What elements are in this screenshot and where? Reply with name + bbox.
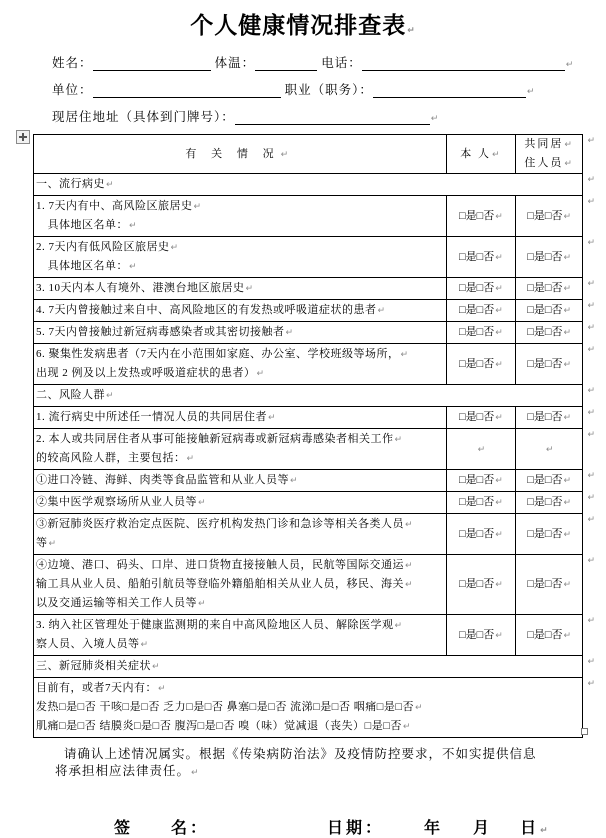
row-border-transport-workers <box>34 555 595 615</box>
section-risk-groups <box>34 385 595 407</box>
row-overseas-travel <box>34 278 595 300</box>
end-of-row-mark: ↵ <box>587 175 595 185</box>
situation-cell: 二、风险人群↵ <box>36 389 115 401</box>
cohabitant-yes-no-checkboxes[interactable]: □是□否↵ <box>515 278 582 299</box>
health-checklist-table <box>33 134 595 738</box>
end-of-row-mark: ↵ <box>587 556 595 566</box>
header-situation-cell: 有 关 情 况↵ <box>185 147 295 160</box>
cohabitant-yes-no-checkboxes[interactable]: □是□否↵ <box>515 300 582 321</box>
occupation-input[interactable] <box>373 84 526 98</box>
situation-cell: 3. 纳入社区管理处于健康监测期的来自中高风险地区人员、解除医学观↵ 察人员、入境人员等↵ <box>36 619 403 650</box>
address-input[interactable] <box>235 111 430 125</box>
month-label: 月 <box>473 820 493 837</box>
unit-input[interactable] <box>93 84 281 98</box>
self-yes-no-checkboxes[interactable]: □是□否↵ <box>446 344 516 384</box>
row-low-risk-travel <box>34 237 595 278</box>
row-community-monitoring <box>34 615 595 656</box>
signature-line <box>100 797 606 838</box>
name-label: 姓名： <box>52 56 93 70</box>
pilcrow-mark: ↵ <box>430 114 440 124</box>
cohabitant-yes-no-checkboxes[interactable]: □是□否↵ <box>515 344 582 384</box>
date-label[interactable]: 日期： <box>327 820 385 837</box>
situation-cell: ②集中医学观察场所从业人员等↵ <box>36 496 207 508</box>
table-header-row <box>34 135 595 174</box>
page-title: 个人健康情况排查表↵ <box>190 13 416 38</box>
end-of-row-mark: ↵ <box>587 430 595 440</box>
row-contact-fever-patient <box>34 300 595 322</box>
end-of-row-mark: ↵ <box>587 345 595 355</box>
end-of-row-mark: ↵ <box>587 408 595 418</box>
end-of-row-mark: ↵ <box>587 616 595 626</box>
situation-cell: ①进口冷链、海鲜、肉类等食品监管和从业人员等↵ <box>36 474 299 486</box>
situation-cell: 目前有，或者7天内有：↵ 发热□是□否 干咳□是□否 乏力□是□否 鼻塞□是□否 流涕□是□否 咽痛□是□否↵ 肌痛□是□否 结膜炎□是□否 腹泻□是□否 嗅（味）觉减退（丧失）□是□否↵ <box>36 682 424 732</box>
end-of-row-mark: ↵ <box>587 197 595 207</box>
cohabitant-yes-no-checkboxes[interactable]: □是□否↵ <box>515 615 582 655</box>
legal-notice: 请确认上述情况属实。根据《传染病防治法》及疫情防控要求，不如实提供信息 将承担相应法律责任。↵ <box>55 747 537 778</box>
header-cohabitant-cell: 共同居↵ 住人员↵ <box>515 135 582 173</box>
row-cohabitant-of-cases <box>34 407 595 429</box>
cohabitant-yes-no-checkboxes[interactable]: □是□否↵ <box>515 407 582 428</box>
cohabitant-yes-no-checkboxes[interactable]: □是□否↵ <box>515 555 582 614</box>
self-yes-no-checkboxes[interactable]: □是□否↵ <box>446 470 516 491</box>
self-yes-no-checkboxes: ↵ <box>446 429 516 469</box>
table-move-handle-icon[interactable] <box>16 130 30 144</box>
pilcrow-mark: ↵ <box>191 768 200 778</box>
form-line-1 <box>52 53 606 70</box>
row-medium-high-risk-travel <box>34 196 595 237</box>
cohabitant-yes-no-checkboxes[interactable]: □是□否↵ <box>515 492 582 513</box>
end-of-row-mark: ↵ <box>587 386 595 396</box>
situation-cell: ③新冠肺炎医疗救治定点医院、医疗机构发热门诊和急诊等相关各类人员↵ 等↵ <box>36 518 414 549</box>
name-input[interactable] <box>93 57 211 71</box>
row-cold-chain-workers <box>34 470 595 492</box>
row-symptom-checklist <box>34 678 595 737</box>
phone-input[interactable] <box>362 57 565 71</box>
occupation-label: 职业（职务）： <box>284 83 373 97</box>
form-line-2 <box>52 80 606 97</box>
pilcrow-mark: ↵ <box>565 60 575 70</box>
end-of-row-mark: ↵ <box>587 679 595 689</box>
pilcrow-mark: ↵ <box>407 26 416 36</box>
checklist-body <box>34 174 595 737</box>
cohabitant-yes-no-checkboxes[interactable]: □是□否↵ <box>515 470 582 491</box>
cohabitant-yes-no-checkboxes[interactable]: □是□否↵ <box>515 237 582 277</box>
situation-cell: 4. 7天内曾接触过来自中、高风险地区的有发热或呼吸道症状的患者↵ <box>36 304 386 316</box>
situation-cell: 一、流行病史↵ <box>36 178 115 190</box>
phone-label: 电话： <box>321 56 362 70</box>
day-label: 日 <box>520 820 540 837</box>
temperature-label: 体温： <box>214 56 256 70</box>
self-yes-no-checkboxes[interactable]: □是□否↵ <box>446 555 516 614</box>
pilcrow-mark: ↵ <box>526 87 536 97</box>
self-yes-no-checkboxes[interactable]: □是□否↵ <box>446 492 516 513</box>
cohabitant-yes-no-checkboxes[interactable]: □是□否↵ <box>515 322 582 343</box>
self-yes-no-checkboxes[interactable]: □是□否↵ <box>446 322 516 343</box>
situation-cell: 三、新冠肺炎相关症状↵ <box>36 660 161 672</box>
end-of-row-mark: ↵ <box>587 323 595 333</box>
signature-label[interactable]: 签 名： <box>114 820 210 837</box>
situation-cell: 2. 本人或共同居住者从事可能接触新冠病毒或新冠病毒感染者相关工作↵ 的较高风险人群，主要包括：↵ <box>36 433 403 464</box>
cohabitant-yes-no-checkboxes[interactable]: □是□否↵ <box>515 196 582 236</box>
self-yes-no-checkboxes[interactable]: □是□否↵ <box>446 514 516 554</box>
cohabitant-yes-no-checkboxes[interactable]: □是□否↵ <box>515 514 582 554</box>
self-yes-no-checkboxes[interactable]: □是□否↵ <box>446 300 516 321</box>
end-of-row-mark: ↵ <box>587 657 595 667</box>
form-line-3 <box>52 107 606 124</box>
situation-cell: 6. 聚集性发病患者（7天内在小范围如家庭、办公室、学校班级等场所，↵ 出现 2 例及以上发热或呼吸道症状的患者）↵ <box>36 348 409 379</box>
end-of-row-mark: ↵ <box>587 493 595 503</box>
end-of-row-mark: ↵ <box>587 301 595 311</box>
end-of-row-mark: ↵ <box>587 515 595 525</box>
temperature-input[interactable] <box>255 57 317 71</box>
end-of-row-mark: ↵ <box>587 279 595 289</box>
row-high-risk-occupation <box>34 429 595 470</box>
unit-label: 单位： <box>52 83 93 97</box>
situation-cell: 2. 7天内有低风险区旅居史↵ 具体地区名单：↵ <box>36 241 179 272</box>
header-self-cell: 本 人↵ <box>446 135 516 173</box>
row-contact-covid-case <box>34 322 595 344</box>
end-of-row-mark: ↵ <box>587 471 595 481</box>
address-label: 现居住地址（具体到门牌号）： <box>52 110 235 124</box>
row-covid-medical-staff <box>34 514 595 555</box>
cohabitant-yes-no-checkboxes: ↵ <box>515 429 582 469</box>
self-yes-no-checkboxes[interactable]: □是□否↵ <box>446 615 516 655</box>
self-yes-no-checkboxes[interactable]: □是□否↵ <box>446 407 516 428</box>
situation-cell: 3. 10天内本人有境外、港澳台地区旅居史↵ <box>36 282 254 294</box>
situation-cell: ④边境、港口、码头、口岸、进口货物直接接触人员，民航等国际交通运↵ 输工具从业人员、船舶引航员等登临外籍船舶相关从业人员，移民、海关↵ 以及交通运输等相关工作人员等↵ <box>36 559 414 609</box>
end-of-row-mark: ↵ <box>587 238 595 248</box>
year-label: 年 <box>424 820 444 837</box>
self-yes-no-checkboxes[interactable]: □是□否↵ <box>446 237 516 277</box>
row-quarantine-site-workers <box>34 492 595 514</box>
situation-cell: 1. 流行病史中所述任一情况人员的共同居住者↵ <box>36 411 277 423</box>
table-resize-handle[interactable] <box>581 728 588 735</box>
row-cluster-outbreak <box>34 344 595 385</box>
end-of-row-mark: ↵ <box>587 136 595 146</box>
self-yes-no-checkboxes[interactable]: □是□否↵ <box>446 196 516 236</box>
situation-cell: 5. 7天内曾接触过新冠病毒感染者或其密切接触者↵ <box>36 326 294 338</box>
situation-cell: 1. 7天内有中、高风险区旅居史↵ 具体地区名单：↵ <box>36 200 202 231</box>
pilcrow-mark: ↵ <box>540 826 551 836</box>
section-covid-symptoms <box>34 656 595 678</box>
section-epidemic-history <box>34 174 595 196</box>
self-yes-no-checkboxes[interactable]: □是□否↵ <box>446 278 516 299</box>
